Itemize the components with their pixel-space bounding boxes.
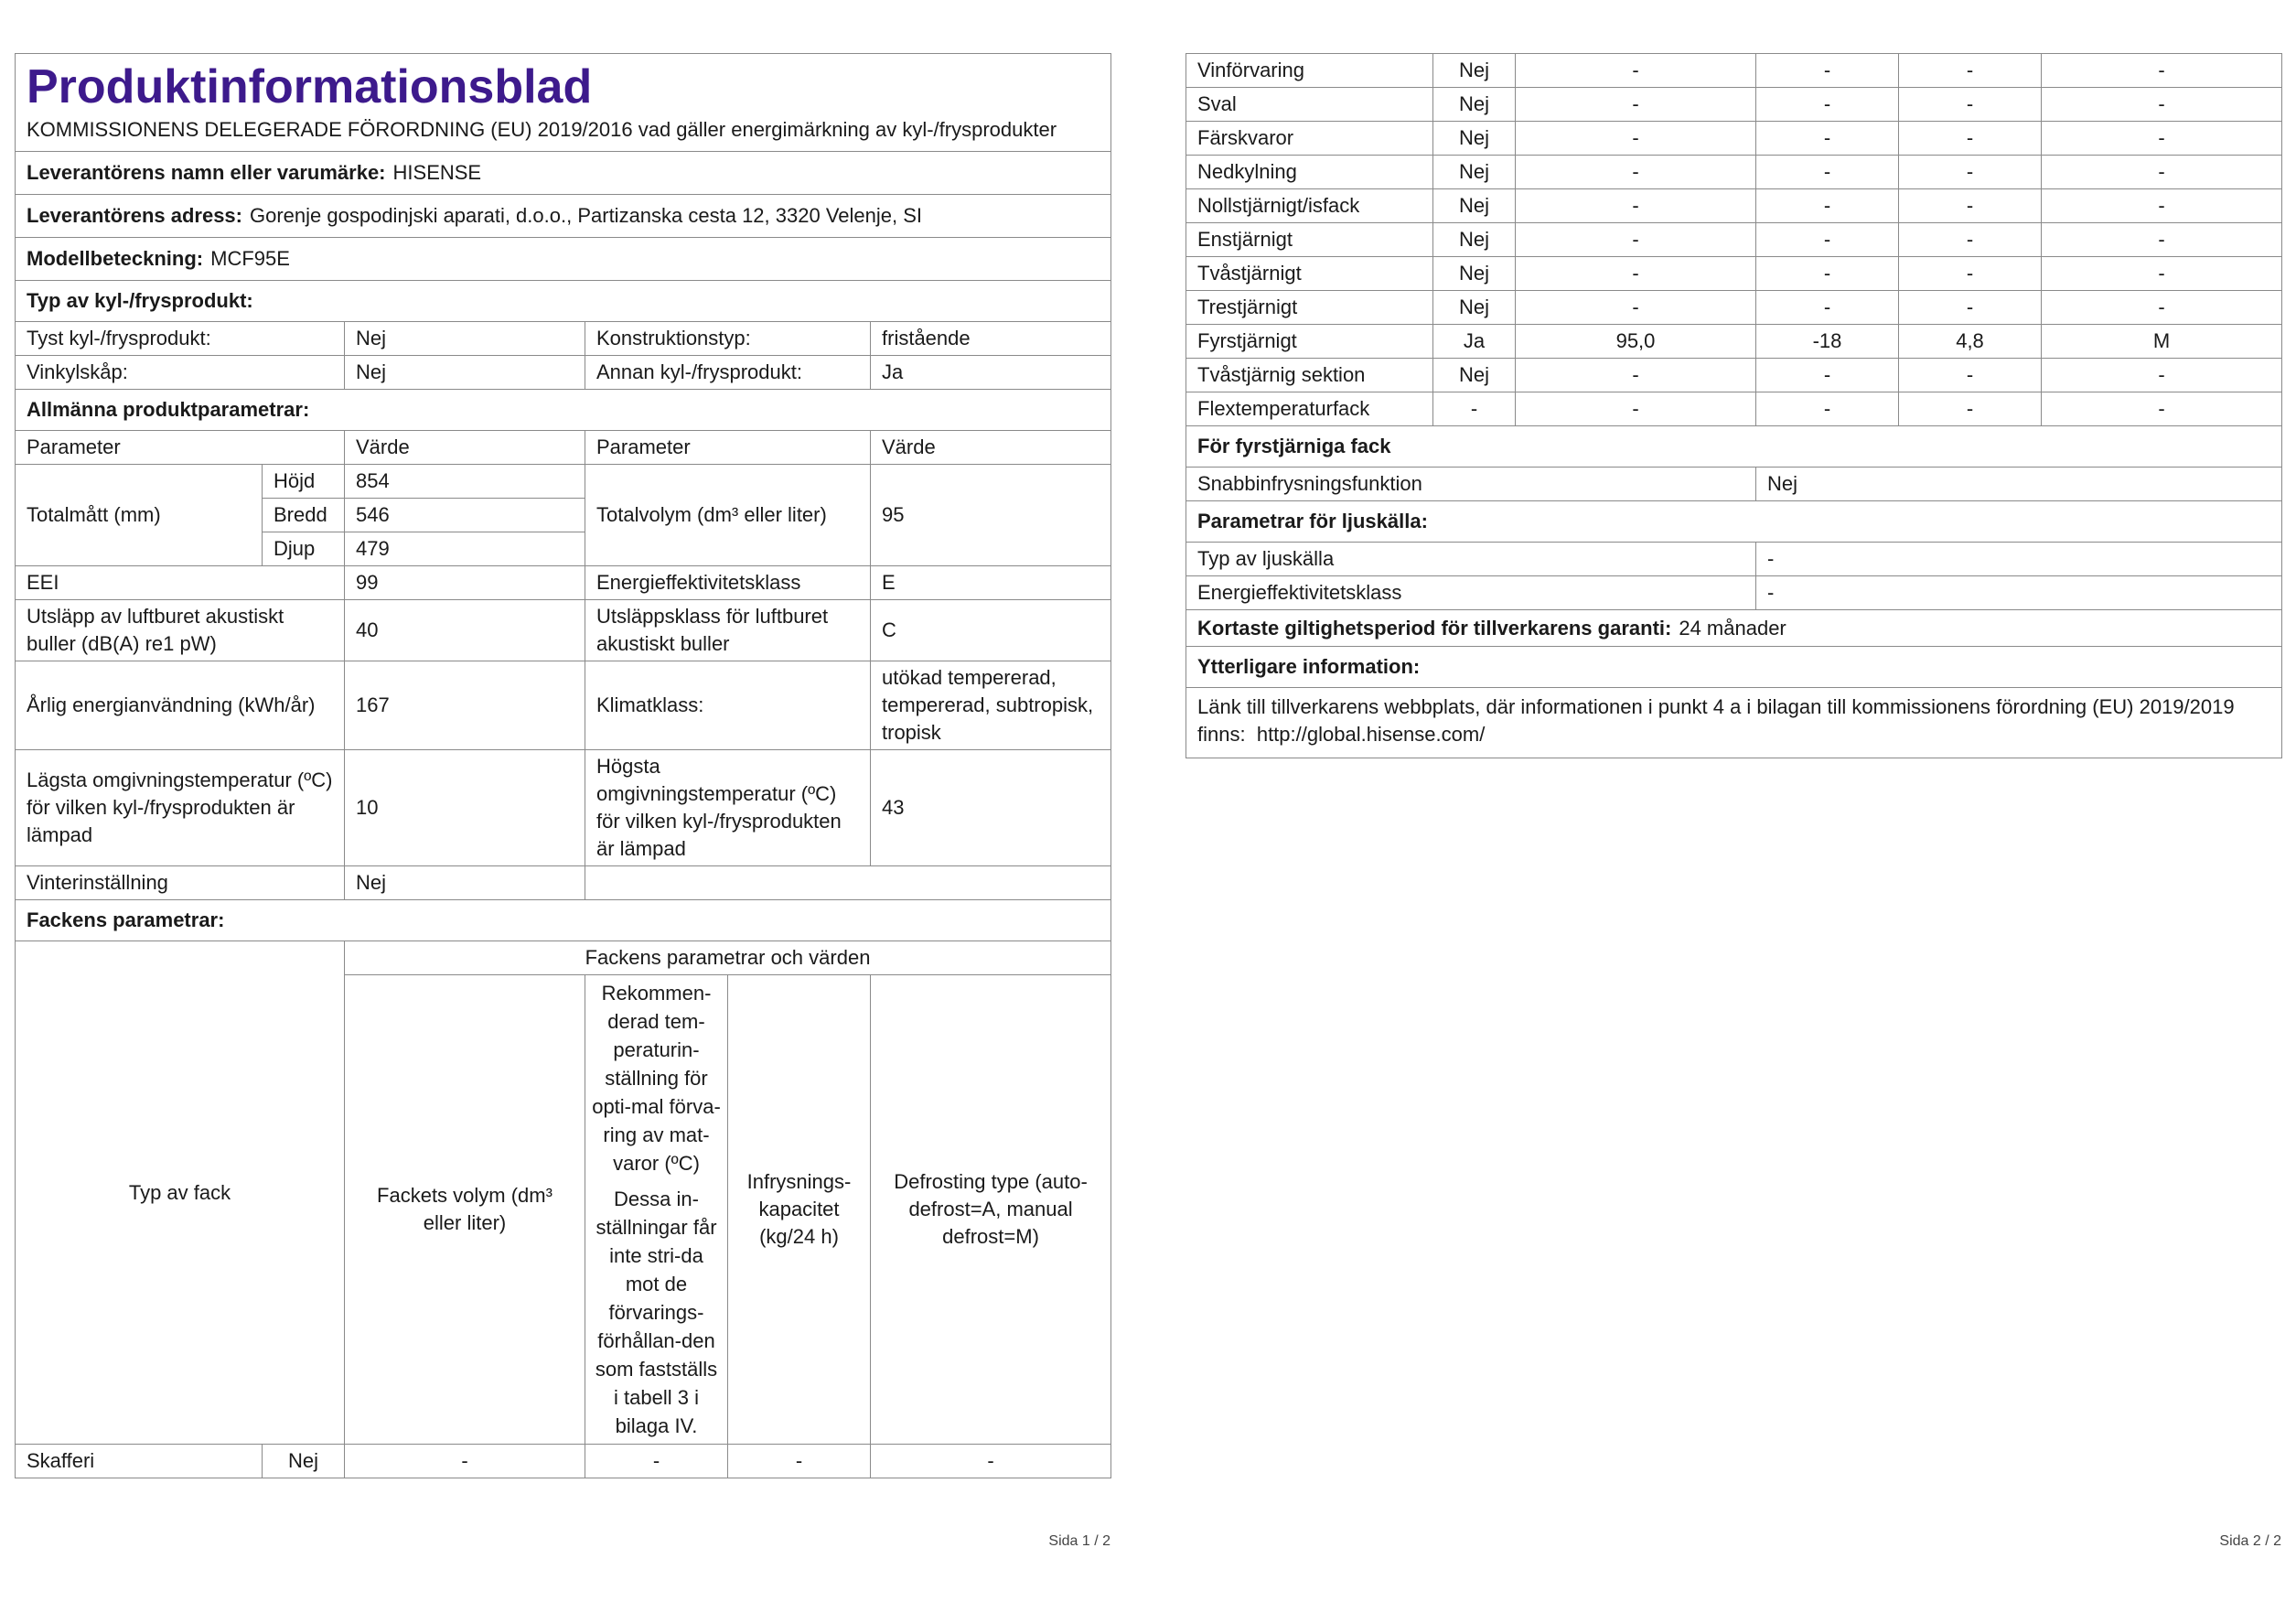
height-label: Höjd (263, 465, 345, 499)
value-header-2: Värde (871, 431, 1111, 465)
compartment-volume: 95,0 (1516, 325, 1756, 359)
type-row (16, 356, 1111, 390)
additional-info (1186, 688, 2282, 758)
compartment-defrost: - (2042, 88, 2282, 122)
compartment-volume: - (1516, 223, 1756, 257)
compartment-defrost: - (2042, 122, 2282, 156)
compartment-volume: - (1516, 156, 1756, 189)
type-value-2: fristående (871, 322, 1111, 356)
compartment-volume: - (345, 1445, 585, 1478)
light-class-label: Energieffektivitetsklass (1186, 576, 1756, 610)
light-class-row (1186, 576, 2282, 610)
additional-section-heading: Ytterligare information: (1186, 647, 2282, 688)
warranty-value: 24 månader (1679, 616, 1786, 640)
compartment-defrost: - (2042, 291, 2282, 325)
compartment-present: Nej (1433, 54, 1516, 88)
page-number: Sida 1 / 2 (1048, 1533, 1110, 1549)
compartment-volume: - (1516, 291, 1756, 325)
compartment-temp: - (1756, 189, 1899, 223)
general-row (16, 600, 1111, 661)
compartment-temp: - (1756, 156, 1899, 189)
compartment-capacity: 4,8 (1899, 325, 2042, 359)
compartment-temp: - (1756, 88, 1899, 122)
compartment-row (1186, 88, 2282, 122)
compartment-name: Vinförvaring (1186, 54, 1433, 88)
type-key-1: Vinkylskåp: (16, 356, 345, 390)
light-class-value: - (1756, 576, 2282, 610)
compartment-temp: - (1756, 257, 1899, 291)
compartment-name: Skafferi (16, 1445, 263, 1478)
compartment-row (1186, 156, 2282, 189)
compartment-defrost: - (2042, 223, 2282, 257)
compartment-present: Nej (1433, 257, 1516, 291)
compartment-row (1186, 223, 2282, 257)
empty-cell (585, 866, 1111, 900)
noise-class-value: C (871, 600, 1111, 661)
compartment-capacity: - (1899, 122, 2042, 156)
max-temp-value: 43 (871, 750, 1111, 866)
compartment-temp: - (1756, 122, 1899, 156)
title-block (16, 54, 1111, 152)
compartment-row (1186, 189, 2282, 223)
compartment-volume: - (1516, 257, 1756, 291)
model-value: MCF95E (210, 247, 290, 270)
compartment-rows (1186, 54, 2282, 426)
compartment-name: Flextemperaturfack (1186, 392, 1433, 426)
compartment-capacity: - (1899, 392, 2042, 426)
noise-class-label: Utsläppsklass för luftburet akustiskt buller (585, 600, 871, 661)
compartment-name: Tvåstjärnig sektion (1186, 359, 1433, 392)
param-header-2: Parameter (585, 431, 871, 465)
supplier-value: HISENSE (392, 161, 482, 184)
compartment-temp: - (585, 1445, 728, 1478)
page-2 (1186, 53, 2281, 1549)
compartment-present: Nej (1433, 122, 1516, 156)
compartment-volume: - (1516, 54, 1756, 88)
width-label: Bredd (263, 499, 345, 532)
compartment-row (1186, 257, 2282, 291)
compartment-defrost: - (2042, 257, 2282, 291)
type-key-1: Tyst kyl-/frysprodukt: (16, 322, 345, 356)
compartment-capacity: - (1899, 88, 2042, 122)
compartment-row (1186, 392, 2282, 426)
energy-class-label: Energieffektivitetsklass (585, 566, 871, 600)
type-value-2: Ja (871, 356, 1111, 390)
max-temp-label: Högsta omgivningstemperatur (ºC) för vilken kyl-/frysprodukten är lämpad (585, 750, 871, 866)
type-key-2: Konstruktionstyp: (585, 322, 871, 356)
compartment-temp: -18 (1756, 325, 1899, 359)
param-header: Parameter (16, 431, 345, 465)
winter-row (16, 866, 1111, 900)
compartment-name: Trestjärnigt (1186, 291, 1433, 325)
light-type-value: - (1756, 543, 2282, 576)
dimensions-label: Totalmått (mm) (16, 465, 263, 566)
compartment-temp: - (1756, 223, 1899, 257)
compartment-group-header: Fackens parametrar och värden (345, 941, 1111, 975)
compartment-temp: - (1756, 392, 1899, 426)
compartment-volume: - (1516, 122, 1756, 156)
compartment-capacity: - (1899, 257, 2042, 291)
total-volume-label: Totalvolym (dm³ eller liter) (585, 465, 871, 566)
eei-value: 99 (345, 566, 585, 600)
additional-text: Länk till tillverkarens webbplats, där informationen i punkt 4 a i bilagan till kommissionens förordning (EU) 2019/2019 finns: (1197, 695, 2235, 746)
compartment-volume: - (1516, 359, 1756, 392)
compartment-present: Ja (1433, 325, 1516, 359)
type-row (16, 322, 1111, 356)
noise-label: Utsläpp av luftburet akustiskt buller (dB(A) re1 pW) (16, 600, 345, 661)
compartment-name: Färskvaror (1186, 122, 1433, 156)
compartment-defrost: - (2042, 54, 2282, 88)
warranty-row (1186, 610, 2282, 647)
compartment-present: Nej (1433, 291, 1516, 325)
page-number: Sida 2 / 2 (2219, 1533, 2281, 1549)
page-1 (15, 53, 1110, 1549)
product-info-table-page1 (15, 53, 1111, 1478)
climate-class-value: utökad tempererad, tempererad, subtropisk, tropisk (871, 661, 1111, 750)
general-row (16, 750, 1111, 866)
compartment-temp-header (585, 975, 728, 1445)
compartment-volume: - (1516, 189, 1756, 223)
compartment-volume: - (1516, 392, 1756, 426)
winter-label: Vinterinställning (16, 866, 345, 900)
type-value-1: Nej (345, 322, 585, 356)
temp-header-part-1: Rekommen-derad tem-peraturin-ställning för opti-mal förva-ring av mat-varor (ºC) (592, 982, 721, 1175)
compartment-section-heading: Fackens parametrar: (16, 900, 1111, 941)
compartment-present: Nej (263, 1445, 345, 1478)
compartment-temp: - (1756, 359, 1899, 392)
supplier-label: Leverantörens namn eller varumärke: (27, 161, 386, 184)
compartment-name: Enstjärnigt (1186, 223, 1433, 257)
annual-energy-value: 167 (345, 661, 585, 750)
value-header: Värde (345, 431, 585, 465)
compartment-capacity: - (728, 1445, 871, 1478)
compartment-name: Nollstjärnigt/isfack (1186, 189, 1433, 223)
climate-class-label: Klimatklass: (585, 661, 871, 750)
type-key-2: Annan kyl-/frysprodukt: (585, 356, 871, 390)
quick-freeze-label: Snabbinfrysningsfunktion (1186, 468, 1756, 501)
warranty-label: Kortaste giltighetsperiod för tillverkarens garanti: (1197, 616, 1672, 640)
address-value: Gorenje gospodinjski aparati, d.o.o., Partizanska cesta 12, 3320 Velenje, SI (250, 204, 923, 227)
depth-value: 479 (345, 532, 585, 566)
compartment-name: Fyrstjärnigt (1186, 325, 1433, 359)
compartment-defrost: M (2042, 325, 2282, 359)
compartment-present: Nej (1433, 223, 1516, 257)
general-row (16, 566, 1111, 600)
compartment-defrost-header: Defrosting type (auto-defrost=A, manual defrost=M) (871, 975, 1111, 1445)
compartment-defrost: - (2042, 156, 2282, 189)
manufacturer-link[interactable]: http://global.hisense.com/ (1256, 723, 1486, 746)
supplier-row (16, 152, 1111, 195)
height-value: 854 (345, 465, 585, 499)
compartment-present: Nej (1433, 156, 1516, 189)
eei-label: EEI (16, 566, 345, 600)
four-star-section-heading: För fyrstjärniga fack (1186, 426, 2282, 468)
compartment-row (16, 1445, 1111, 1478)
energy-class-value: E (871, 566, 1111, 600)
width-value: 546 (345, 499, 585, 532)
winter-value: Nej (345, 866, 585, 900)
compartment-row (1186, 325, 2282, 359)
compartment-row (1186, 54, 2282, 88)
compartment-capacity: - (1899, 54, 2042, 88)
depth-label: Djup (263, 532, 345, 566)
compartment-capacity: - (1899, 359, 2042, 392)
min-temp-value: 10 (345, 750, 585, 866)
address-label: Leverantörens adress: (27, 204, 242, 227)
compartment-temp: - (1756, 291, 1899, 325)
compartment-temp: - (1756, 54, 1899, 88)
type-value-1: Nej (345, 356, 585, 390)
compartment-volume-header: Fackets volym (dm³ eller liter) (345, 975, 585, 1445)
compartment-capacity: - (1899, 156, 2042, 189)
general-row (16, 661, 1111, 750)
compartment-capacity-header: Infrysnings-kapacitet (kg/24 h) (728, 975, 871, 1445)
general-section-heading: Allmänna produktparametrar: (16, 390, 1111, 431)
general-header-row (16, 431, 1111, 465)
compartment-defrost: - (2042, 359, 2282, 392)
temp-header-part-2: Dessa in-ställningar får inte stri-da mot de förvarings-förhållan-den som fastställs i tabell 3 i bilaga IV. (595, 1188, 718, 1437)
compartment-name: Nedkylning (1186, 156, 1433, 189)
regulation-text: KOMMISSIONENS DELEGERADE FÖRORDNING (EU) 2019/2016 vad gäller energimärkning av kyl-/frysprodukter (27, 118, 1057, 141)
light-section-heading: Parametrar för ljuskälla: (1186, 501, 2282, 543)
compartment-row (1186, 359, 2282, 392)
model-label: Modellbeteckning: (27, 247, 204, 270)
compartment-defrost: - (2042, 189, 2282, 223)
document-title: Produktinformationsblad (27, 60, 593, 113)
compartment-present: - (1433, 392, 1516, 426)
compartment-row (1186, 122, 2282, 156)
model-row (16, 238, 1111, 281)
compartment-defrost: - (871, 1445, 1111, 1478)
quick-freeze-value: Nej (1756, 468, 2282, 501)
compartment-row (1186, 291, 2282, 325)
product-info-table-page2 (1186, 53, 2282, 758)
compartment-present: Nej (1433, 359, 1516, 392)
type-section-heading: Typ av kyl-/frysprodukt: (16, 281, 1111, 322)
compartment-capacity: - (1899, 291, 2042, 325)
total-volume-value: 95 (871, 465, 1111, 566)
compartment-volume: - (1516, 88, 1756, 122)
compartment-present: Nej (1433, 189, 1516, 223)
compartment-capacity: - (1899, 189, 2042, 223)
compartment-defrost: - (2042, 392, 2282, 426)
compartment-present: Nej (1433, 88, 1516, 122)
compartment-name: Tvåstjärnigt (1186, 257, 1433, 291)
compartment-type-header: Typ av fack (16, 941, 345, 1445)
quick-freeze-row (1186, 468, 2282, 501)
annual-energy-label: Årlig energianvändning (kWh/år) (16, 661, 345, 750)
noise-value: 40 (345, 600, 585, 661)
address-row (16, 195, 1111, 238)
min-temp-label: Lägsta omgivningstemperatur (ºC) för vilken kyl-/frysprodukten är lämpad (16, 750, 345, 866)
compartment-capacity: - (1899, 223, 2042, 257)
light-type-label: Typ av ljuskälla (1186, 543, 1756, 576)
light-type-row (1186, 543, 2282, 576)
compartment-name: Sval (1186, 88, 1433, 122)
